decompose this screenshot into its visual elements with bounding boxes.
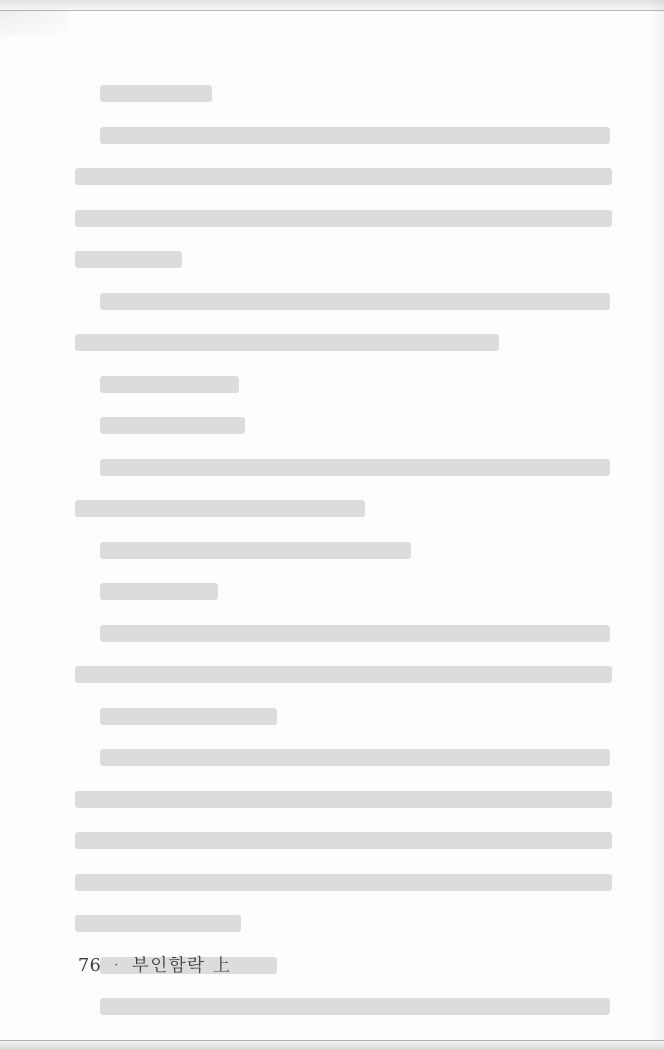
redacted-text-line-narration [75,500,612,535]
redacted-text-line-dialogue [75,708,612,743]
redacted-text-line-dialogue [75,583,612,618]
redacted-text-line-dialogue [75,85,612,120]
redacted-text-line-narration [75,832,612,867]
redacted-bar [100,749,610,766]
redacted-text-line-narration [75,127,612,162]
scan-artifact-right-shadow [650,0,664,1050]
redacted-text-line-narration [75,749,612,784]
redacted-bar [75,500,365,517]
redacted-bar [75,915,241,932]
redacted-text-line-dialogue [75,417,612,452]
redacted-bar [100,998,610,1015]
redacted-bar [75,168,612,185]
redacted-text-line-narration [75,334,612,369]
redacted-text-line-dialogue [75,542,612,577]
redacted-bar [100,127,610,144]
redacted-bar [75,334,499,351]
scan-artifact-bottom-edge [0,1040,664,1050]
redacted-body-text [75,78,612,1050]
redacted-text-line-narration [75,915,612,950]
redacted-bar [100,376,240,393]
scan-artifact-smudge [0,10,70,36]
redacted-text-line-narration [75,998,612,1033]
redacted-bar [100,417,245,434]
page-footer [78,952,232,977]
page-number: 76 [78,956,102,976]
redacted-bar [100,583,218,600]
book-title: 부인함락 上 [131,956,232,976]
redacted-bar [100,293,610,310]
redacted-bar [75,832,612,849]
redacted-text-line-narration [75,293,612,328]
scan-artifact-top-edge [0,0,664,11]
redacted-text-line-narration [75,666,612,701]
redacted-bar [100,542,411,559]
redacted-text-line-dialogue [75,376,612,411]
redacted-text-line-narration [75,791,612,826]
redacted-text-line-narration [75,874,612,909]
redacted-bar [75,791,612,808]
redacted-text-line-narration [75,168,612,203]
redacted-bar [100,625,610,642]
redacted-bar [100,85,213,102]
redacted-text-line-narration [75,210,612,245]
redacted-bar [75,210,612,227]
redacted-bar [100,459,610,476]
redacted-text-line-narration [75,251,612,286]
redacted-text-line-narration [75,625,612,660]
redacted-text-line-narration [75,459,612,494]
redacted-bar [75,251,182,268]
redacted-bar [100,708,277,725]
redacted-bar [75,874,612,891]
redacted-bar [75,666,612,683]
footer-separator-dot: · [114,958,119,973]
